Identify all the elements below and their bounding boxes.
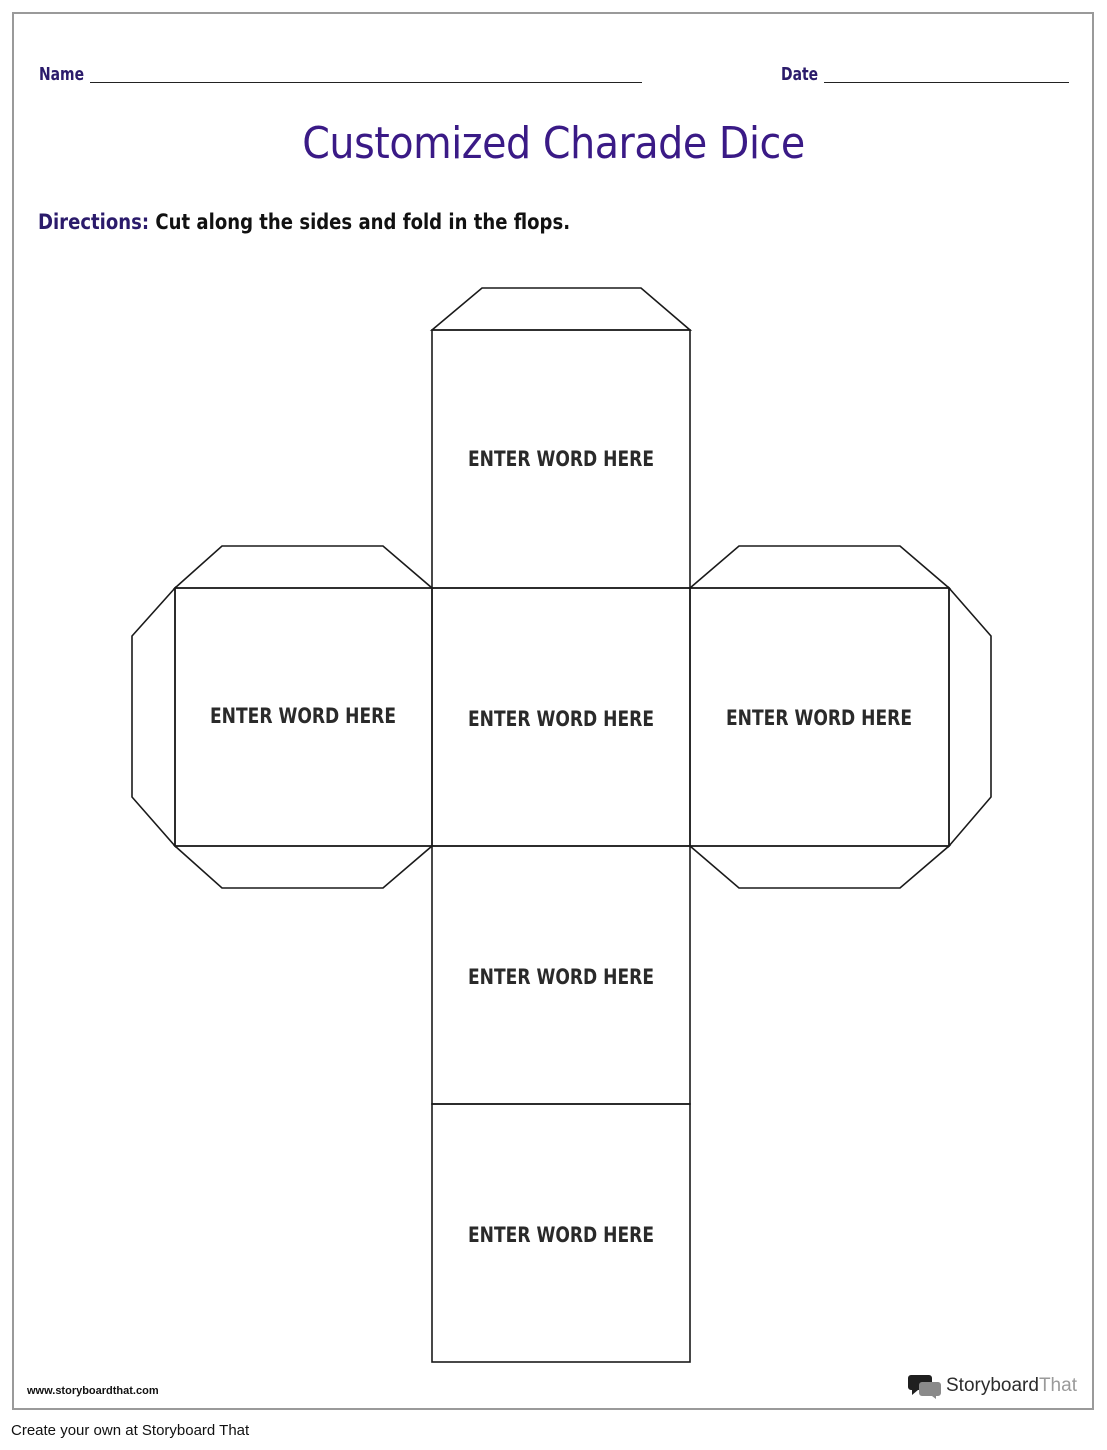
flap-left-bottom <box>175 846 432 888</box>
name-label: Name <box>39 64 85 85</box>
flap-left-side <box>132 588 175 846</box>
flap-left-top <box>175 546 432 588</box>
credit-text: Create your own at Storyboard That <box>11 1422 250 1439</box>
footer-url: www.storyboardthat.com <box>27 1385 159 1397</box>
face-top-text[interactable]: ENTER WORD HERE <box>468 447 654 471</box>
face-right-text[interactable]: ENTER WORD HERE <box>726 706 912 730</box>
page-title: Customized Charade Dice <box>302 118 805 169</box>
directions-label: Directions: <box>38 210 150 234</box>
flap-right-top <box>690 546 949 588</box>
face-bottom-text[interactable]: ENTER WORD HERE <box>468 1223 654 1247</box>
flap-right-side <box>949 588 991 846</box>
face-center-text[interactable]: ENTER WORD HERE <box>468 707 654 731</box>
date-label: Date <box>781 64 819 85</box>
brand-logo <box>908 1373 1077 1399</box>
face-left-text[interactable]: ENTER WORD HERE <box>210 704 396 728</box>
flap-right-bottom <box>690 846 949 888</box>
face-lower-text[interactable]: ENTER WORD HERE <box>468 965 654 989</box>
brand-name-part1: Storyboard <box>946 1375 1039 1396</box>
directions-text: Cut along the sides and fold in the flops. <box>155 210 571 234</box>
flap-top <box>432 288 690 330</box>
speech-bubbles-icon <box>908 1373 942 1399</box>
brand-name-part2: That <box>1038 1375 1077 1396</box>
